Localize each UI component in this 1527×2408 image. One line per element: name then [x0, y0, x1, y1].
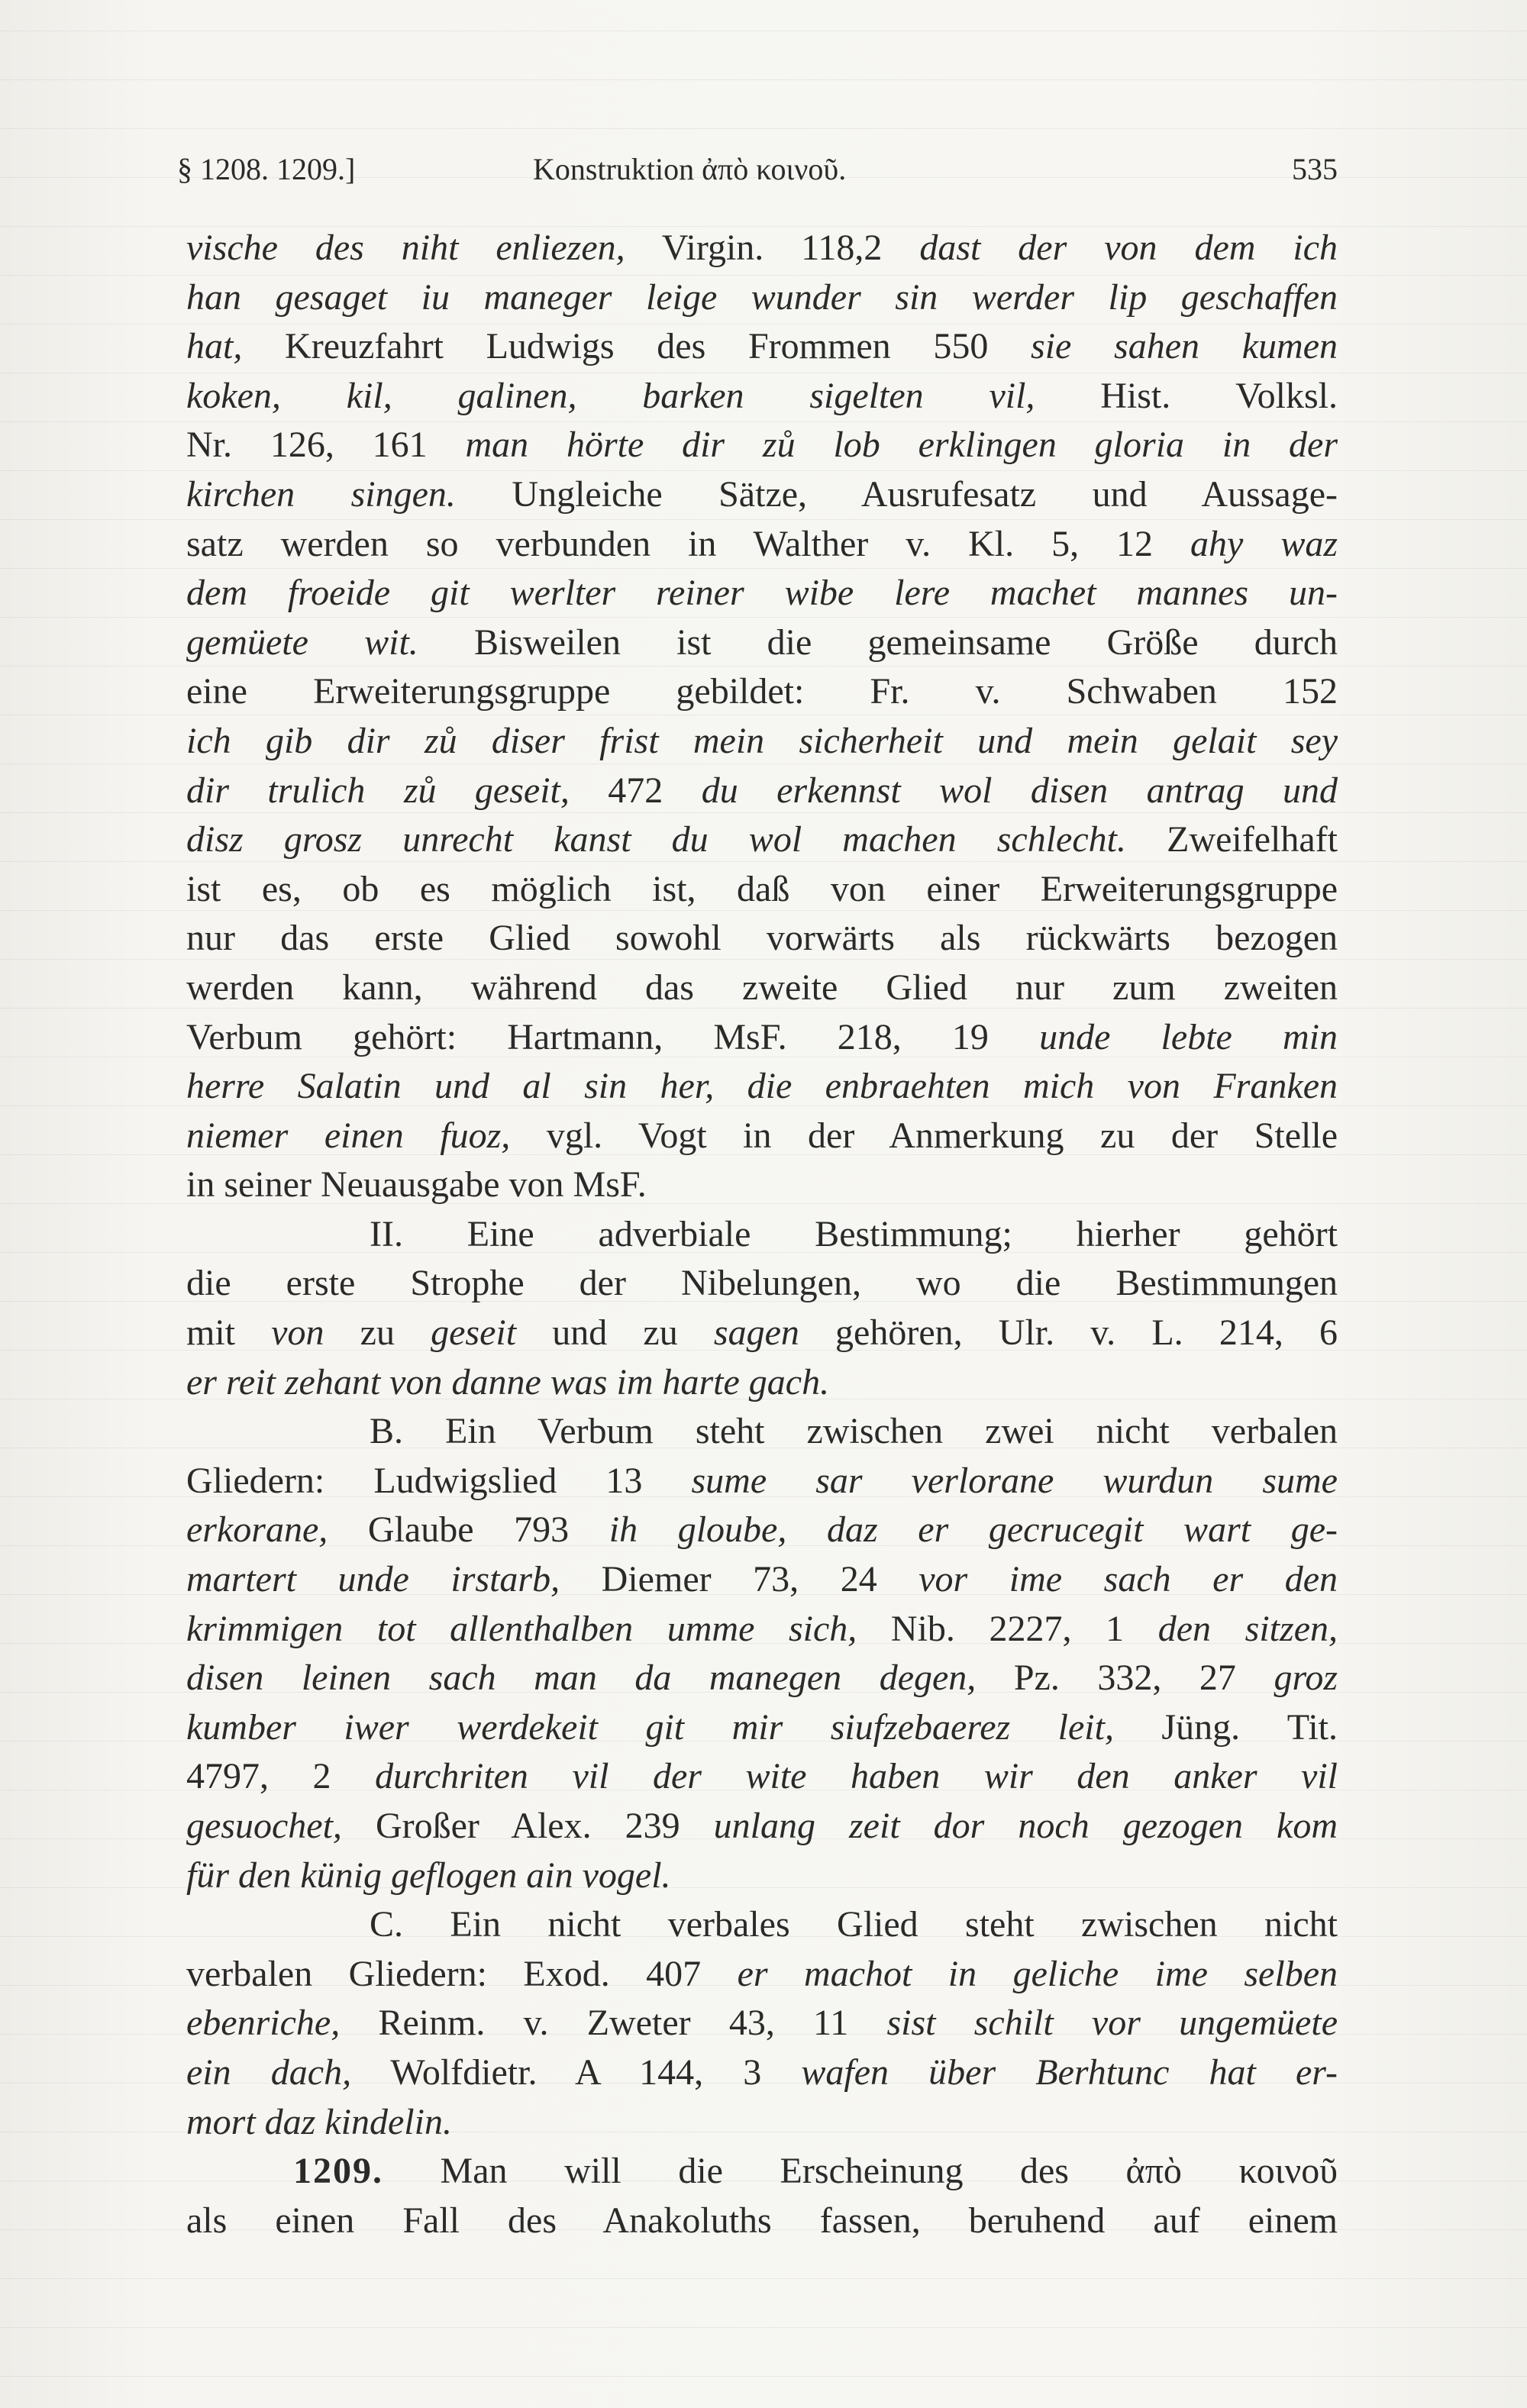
text-run: ist es, ob es möglich ist, daß von einer Erweiterungsgruppe [186, 868, 1338, 909]
text-run: satz werden so verbunden in Walther v. Kl. 5, 12 [186, 523, 1191, 564]
text-run: die erste Strophe der Nibelungen, wo die Bestimmungen [186, 1263, 1338, 1304]
quotation-italic: mort daz kindelin. [186, 2101, 452, 2142]
text-line [186, 569, 1338, 618]
text-run: Hist. Volksl. [1035, 375, 1338, 416]
quotation-italic: dir trulich zů geseit, [186, 770, 570, 811]
quotation-italic: sagen [713, 1312, 799, 1354]
quotation-italic: von [271, 1312, 324, 1354]
text-run: Nib. 2227, 1 [857, 1608, 1158, 1649]
paper-rule-line [0, 128, 1527, 129]
text-line [186, 1605, 1338, 1654]
text-run: in seiner Neuausgabe von MsF. [186, 1164, 647, 1206]
quotation-italic: sist schilt vor ungemüete [886, 2003, 1338, 2044]
text-line [186, 372, 1338, 421]
quotation-italic: sume sar verlorane wurdun sume [691, 1460, 1338, 1501]
paper-rule-line [0, 910, 1527, 911]
paper-rule-line [0, 177, 1527, 178]
text-run: nur das erste Glied sowohl vorwärts als rückwärts bezogen [186, 918, 1338, 959]
section-reference: § 1208. 1209.] [177, 152, 356, 186]
quotation-italic: sie sahen kumen [1031, 326, 1338, 367]
paper-rule-line [0, 617, 1527, 618]
section-number: 1209. [293, 2151, 383, 2192]
text-line [186, 2197, 1338, 2246]
text-line [186, 1999, 1338, 2048]
paper-rule-line [0, 421, 1527, 422]
text-line [186, 2098, 1338, 2148]
text-line [186, 667, 1338, 717]
quotation-italic: vor ime sach er den [918, 1559, 1338, 1600]
text-run: Jüng. Tit. [1113, 1706, 1338, 1748]
quotation-italic: disz grosz unrecht kanst du wol machen schlecht. [186, 819, 1126, 860]
text-run: Glaube 793 [328, 1509, 609, 1551]
text-line [186, 520, 1338, 570]
paper-rule-line [0, 226, 1527, 227]
text-line [186, 1752, 1338, 1802]
text-run: Nr. 126, 161 [186, 424, 466, 466]
text-run: mit [186, 1312, 272, 1354]
text-run: eine Erweiterungsgruppe gebildet: Fr. v. Schwaben 152 [186, 671, 1338, 712]
text-run: II. Eine adverbiale Bestimmung; hierher gehört [370, 1213, 1338, 1254]
text-line [186, 322, 1338, 372]
quotation-italic: vische des niht enliezen, [186, 228, 625, 268]
text-line [186, 470, 1338, 520]
text-line [186, 1013, 1338, 1063]
paper-rule-line [0, 470, 1527, 471]
quotation-italic: unlang zeit dor noch gezogen kom [713, 1806, 1338, 1846]
quotation-italic: er machot in geliche ime selben [737, 1953, 1338, 1994]
paper-rule-line [0, 1594, 1527, 1595]
paper-rule-line [0, 1887, 1527, 1888]
text-line [186, 815, 1338, 865]
text-line [186, 1112, 1338, 1161]
paper-rule-line [0, 812, 1527, 813]
text-line [186, 1950, 1338, 2000]
text-run: C. Ein nicht verbales Glied steht zwischen nicht [370, 1904, 1338, 1945]
text-line [186, 618, 1338, 668]
paper-rule-line [0, 568, 1527, 569]
text-run: 4797, 2 [186, 1756, 376, 1797]
text-run: Virgin. 118,2 [625, 228, 920, 268]
quotation-italic: martert unde irstarb, [186, 1559, 560, 1600]
text-line [186, 964, 1338, 1013]
paper-rule-line [0, 1936, 1527, 1937]
text-run: Verbum gehört: Hartmann, MsF. 218, 19 [186, 1016, 1040, 1057]
text-run: Kreuzfahrt Ludwigs des Frommen 550 [242, 326, 1031, 367]
quotation-italic: den sitzen, [1157, 1608, 1338, 1649]
quotation-italic: durchriten vil der wite haben wir den anker vil [375, 1756, 1338, 1797]
paper-rule-line [0, 2327, 1527, 2328]
quotation-italic: groz [1274, 1658, 1338, 1699]
quotation-italic: gemüete wit. [186, 621, 418, 663]
text-run: gehören, Ulr. v. L. 214, 6 [799, 1312, 1338, 1354]
text-run: Zweifelhaft [1125, 819, 1338, 860]
paper-rule-line [0, 519, 1527, 520]
paper-rule-line [0, 275, 1527, 276]
quotation-italic: unde lebte min [1039, 1016, 1338, 1057]
text-run: Ungleiche Sätze, Ausrufesatz und Aussage- [455, 473, 1338, 515]
text-run: Wolfdietr. A 144, 3 [351, 2051, 802, 2093]
paper-rule-line [0, 1203, 1527, 1204]
paper-rule-line [0, 1301, 1527, 1302]
quotation-italic: hat, [186, 326, 243, 367]
text-line [186, 1802, 1338, 1851]
paper-rule-line [0, 1154, 1527, 1155]
paper-rule-line [0, 1692, 1527, 1693]
text-line [186, 914, 1338, 964]
quotation-italic: herre Salatin und al sin her, die enbraehten mich von Franken [186, 1066, 1338, 1107]
body-text [186, 224, 1338, 2245]
text-run: Bisweilen ist die gemeinsame Größe durch [418, 621, 1338, 663]
quotation-italic: man hörte dir zů lob erklingen gloria in der [465, 424, 1338, 466]
text-line [186, 865, 1338, 915]
quotation-italic: geseit [431, 1312, 517, 1354]
paper-rule-line [0, 2083, 1527, 2084]
quotation-italic: dem froeide git werlter reiner wibe lere machet mannes un- [186, 573, 1338, 614]
quotation-italic: dast der von dem ich [919, 228, 1338, 268]
text-line [186, 1654, 1338, 1703]
text-run: Reinm. v. Zweter 43, 11 [340, 2003, 887, 2044]
text-line [186, 1407, 1338, 1457]
text-line [186, 1703, 1338, 1753]
paper-rule-line [0, 1545, 1527, 1546]
paper-rule-line [0, 1643, 1527, 1644]
quotation-italic: du erkennst wol disen antrag und [701, 770, 1338, 811]
text-run: Pz. 332, 27 [976, 1658, 1274, 1699]
text-run: und zu [516, 1312, 714, 1354]
page-number: 535 [1292, 152, 1338, 186]
quotation-italic: kumber iwer werdekeit git mir siufzebaerez leit, [186, 1706, 1114, 1748]
paper-rule-line [0, 2278, 1527, 2279]
text-line [186, 2147, 1338, 2197]
paper-rule-line [0, 2034, 1527, 2035]
quotation-italic: krimmigen tot allenthalben umme sich, [186, 1608, 857, 1649]
paper-rule-line [0, 1496, 1527, 1497]
quotation-italic: koken, kil, galinen, barken sigelten vil, [186, 375, 1035, 416]
quotation-italic: kirchen singen. [186, 473, 456, 515]
running-head [177, 147, 1338, 192]
chapter-title: Konstruktion ἀπὸ κοινοῦ. [533, 152, 847, 186]
text-run: 472 [569, 770, 702, 811]
text-run: Man will die Erscheinung des ἀπὸ κοινοῦ [383, 2151, 1338, 2192]
text-line [186, 2048, 1338, 2098]
quotation-italic: wafen über Berhtunc hat er- [801, 2051, 1338, 2093]
text-run: B. Ein Verbum steht zwischen zwei nicht verbalen [370, 1411, 1338, 1452]
text-run: Diemer 73, 24 [560, 1559, 919, 1600]
quotation-italic: erkorane, [186, 1509, 328, 1551]
text-run: werden kann, während das zweite Glied nur zum zweiten [186, 967, 1338, 1008]
text-line [186, 1062, 1338, 1112]
paper-rule-line [0, 763, 1527, 764]
text-line [186, 1900, 1338, 1950]
quotation-italic: ein dach, [186, 2051, 352, 2093]
text-run: vgl. Vogt in der Anmerkung zu der Stelle [510, 1115, 1338, 1156]
text-run: Großer Alex. 239 [341, 1806, 714, 1846]
text-run: Gliedern: Ludwigslied 13 [186, 1460, 692, 1501]
quotation-italic: ih gloube, daz er gecrucegit wart ge- [609, 1509, 1338, 1551]
quotation-italic: gesuochet, [186, 1806, 342, 1846]
text-line [186, 717, 1338, 767]
text-line [186, 1457, 1338, 1506]
text-run: zu [324, 1312, 431, 1354]
paper-rule-line [0, 861, 1527, 862]
paper-rule-line [0, 2376, 1527, 2377]
text-line [186, 767, 1338, 816]
paper-rule-line [0, 2180, 1527, 2181]
text-line [186, 273, 1338, 323]
paper-rule-line [0, 1838, 1527, 1839]
paper-rule-line [0, 1008, 1527, 1009]
text-line [186, 1358, 1338, 1408]
text-line [186, 1506, 1338, 1555]
paper-rule-line [0, 2229, 1527, 2230]
quotation-italic: ebenriche, [186, 2003, 341, 2044]
quotation-italic: für den künig geflogen ain vogel. [186, 1854, 671, 1896]
paper-rule-line [0, 1252, 1527, 1253]
paper-rule-line [0, 666, 1527, 667]
text-run: verbalen Gliedern: Exod. 407 [186, 1953, 738, 1994]
quotation-italic: niemer einen fuoz, [186, 1115, 511, 1156]
quotation-italic: disen leinen sach man da manegen degen, [186, 1658, 977, 1699]
quotation-italic: ich gib dir zů diser frist mein sicherheit und mein gelait sey [186, 720, 1338, 761]
quotation-italic: ahy waz [1190, 523, 1338, 564]
quotation-italic: er reit zehant von danne was im harte gach. [186, 1361, 830, 1403]
paper-rule-line [0, 1350, 1527, 1351]
text-line [186, 1555, 1338, 1605]
paper-rule-line [0, 959, 1527, 960]
quotation-italic: han gesaget iu maneger leige wunder sin werder lip geschaffen [186, 276, 1338, 318]
text-line [186, 224, 1338, 273]
text-line [186, 1851, 1338, 1901]
paper-rule-line [0, 79, 1527, 80]
paper-rule-line [0, 1985, 1527, 1986]
text-run: als einen Fall des Anakoluths fassen, beruhend auf einem [186, 2200, 1338, 2241]
text-line [186, 421, 1338, 470]
